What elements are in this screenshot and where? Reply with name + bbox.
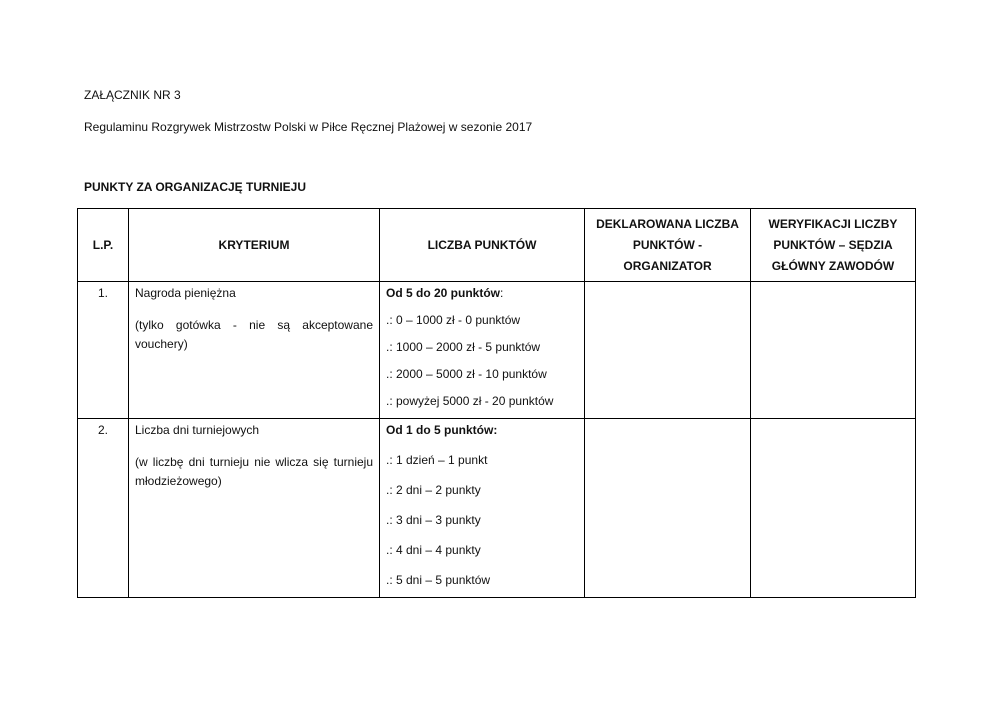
table-header-row: [78, 209, 916, 282]
points-item: .: 1000 – 2000 zł - 5 punktów: [386, 340, 541, 354]
points-title: Od 1 do 5 punktów:: [386, 423, 498, 437]
row-declared: [585, 282, 751, 419]
criterion-note: (tylko gotówka - nie są akceptowane vouchery): [135, 318, 373, 351]
header-criterion: KRYTERIUM: [129, 209, 380, 282]
table-row: [78, 419, 916, 598]
header-declared: DEKLAROWANA LICZBA PUNKTÓW - ORGANIZATOR: [585, 209, 751, 282]
points-item: .: 2000 – 5000 zł - 10 punktów: [386, 367, 547, 381]
points-title: Od 5 do 20 punktów: [386, 286, 501, 300]
points-item: .: 5 dni – 5 punktów: [386, 573, 491, 587]
points-table: [77, 208, 916, 598]
row-points: [380, 282, 585, 419]
row-verified: [751, 282, 916, 419]
header-lp: L.P.: [78, 209, 129, 282]
row-criterion: [129, 419, 380, 598]
row-criterion: [129, 282, 380, 419]
points-title-suffix: :: [500, 286, 504, 300]
table-row: [78, 282, 916, 419]
criterion-label: Liczba dni turniejowych: [135, 423, 260, 437]
criterion-label: Nagroda pieniężna: [135, 286, 236, 300]
row-points: [380, 419, 585, 598]
points-item: .: 1 dzień – 1 punkt: [386, 453, 488, 467]
points-item: .: 0 – 1000 zł - 0 punktów: [386, 313, 521, 327]
row-verified: [751, 419, 916, 598]
points-item: .: 2 dni – 2 punkty: [386, 483, 481, 497]
annex-number: ZAŁĄCZNIK NR 3: [84, 88, 181, 102]
row-lp: 2.: [78, 419, 129, 598]
header-points: LICZBA PUNKTÓW: [380, 209, 585, 282]
criterion-note: (w liczbę dni turnieju nie wlicza się turnieju młodzieżowego): [135, 455, 373, 488]
points-item: .: powyżej 5000 zł - 20 punktów: [386, 394, 554, 408]
points-item: .: 4 dni – 4 punkty: [386, 543, 481, 557]
regulation-title: Regulaminu Rozgrywek Mistrzostw Polski w Piłce Ręcznej Plażowej w sezonie 2017: [84, 120, 533, 134]
row-lp: 1.: [78, 282, 129, 419]
section-title: PUNKTY ZA ORGANIZACJĘ TURNIEJU: [84, 180, 307, 194]
points-item: .: 3 dni – 3 punkty: [386, 513, 481, 527]
header-verified: WERYFIKACJI LICZBY PUNKTÓW – SĘDZIA GŁÓWNY ZAWODÓW: [751, 209, 916, 282]
row-declared: [585, 419, 751, 598]
